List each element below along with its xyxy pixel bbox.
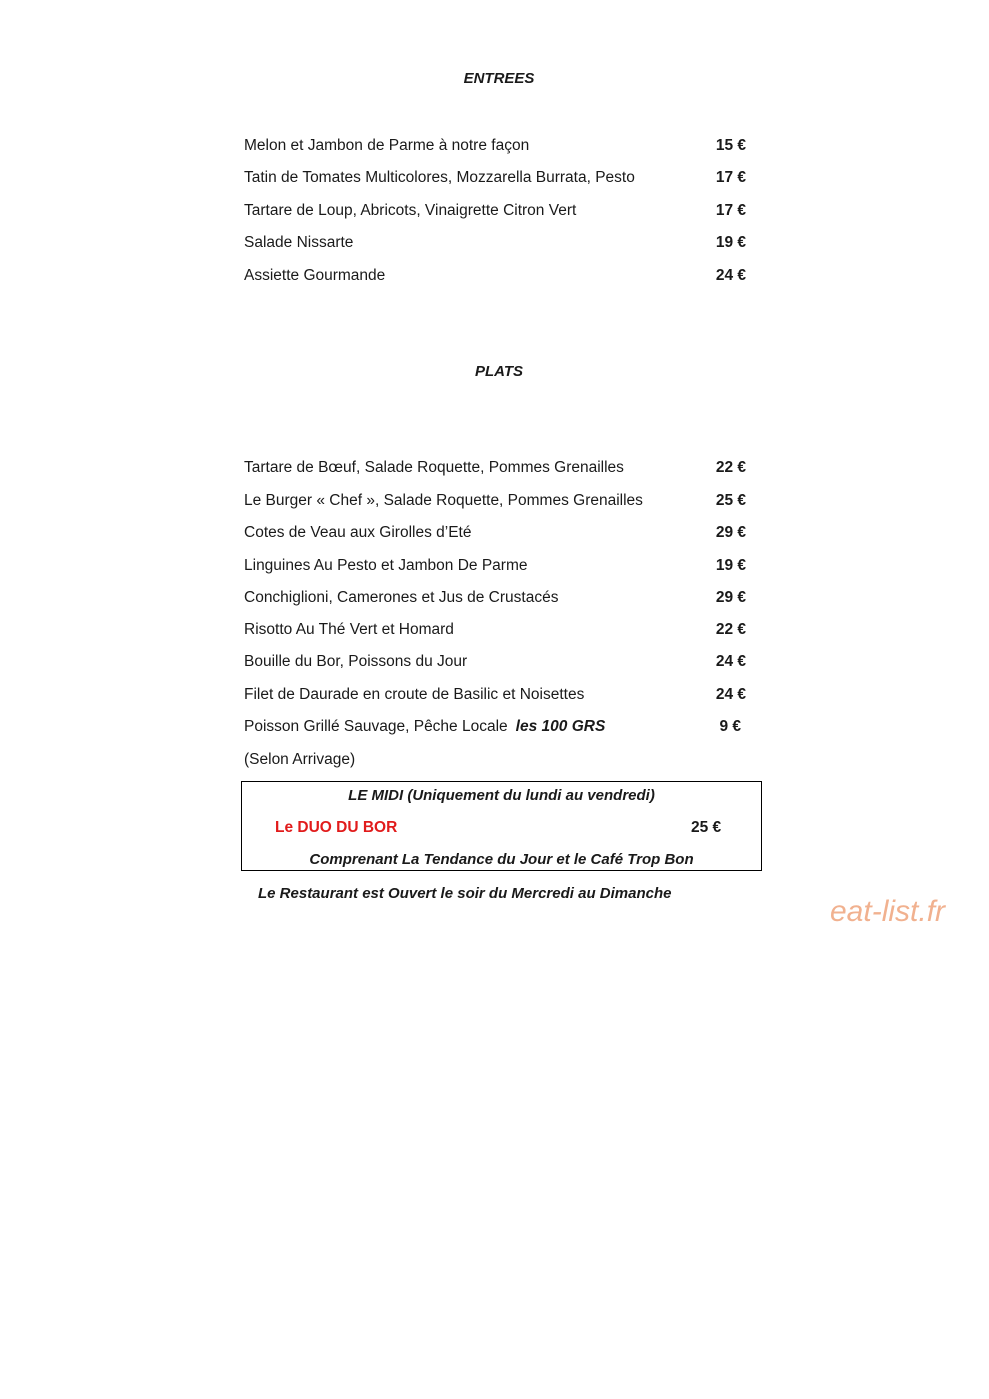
item-name: Cotes de Veau aux Girolles d’Eté: [244, 524, 472, 541]
menu-item: [244, 135, 746, 157]
item-name: Conchiglioni, Camerones et Jus de Crustacés: [244, 589, 559, 606]
item-name: Bouille du Bor, Poissons du Jour: [244, 653, 468, 670]
item-name: Salade Nissarte: [244, 234, 354, 251]
item-price: 22 €: [715, 621, 746, 638]
midi-heading: LE MIDI (Uniquement du lundi au vendredi): [348, 787, 655, 804]
item-price: 9 €: [719, 718, 741, 735]
item-price: 22 €: [715, 459, 746, 476]
menu-item: [244, 555, 746, 577]
entrees-title: ENTREES: [463, 70, 535, 87]
item-name: Filet de Daurade en croute de Basilic et Noisettes: [244, 686, 585, 703]
plats-title: PLATS: [474, 363, 524, 380]
menu-item: [244, 265, 746, 287]
item-name: [244, 716, 605, 738]
item-name: Melon et Jambon de Parme à notre façon: [244, 137, 530, 154]
menu-item: [244, 457, 746, 479]
menu-item: [244, 232, 746, 254]
item-price: 24 €: [715, 686, 746, 703]
item-price: 17 €: [715, 202, 746, 219]
menu-item: [244, 684, 746, 706]
item-name-text: Poisson Grillé Sauvage, Pêche Locale: [244, 718, 508, 735]
item-name: Linguines Au Pesto et Jambon De Parme: [244, 557, 528, 574]
menu-item: [244, 522, 746, 544]
item-price: 19 €: [715, 557, 746, 574]
opening-hours-note: Le Restaurant est Ouvert le soir du Mercredi au Dimanche: [258, 885, 672, 902]
duo-offer-price: 25 €: [691, 819, 722, 836]
item-price: 19 €: [715, 234, 746, 251]
item-price: 29 €: [715, 524, 746, 541]
duo-offer-description: Comprenant La Tendance du Jour et le Café Trop Bon: [309, 851, 694, 868]
menu-item: [244, 167, 746, 189]
menu-item: [244, 490, 746, 512]
item-price: 24 €: [715, 267, 746, 284]
item-name: Risotto Au Thé Vert et Homard: [244, 621, 454, 638]
item-price: 15 €: [715, 137, 746, 154]
menu-item: [244, 587, 746, 609]
item-name: Tatin de Tomates Multicolores, Mozzarella Burrata, Pesto: [244, 169, 635, 186]
item-name: Tartare de Loup, Abricots, Vinaigrette Citron Vert: [244, 202, 577, 219]
watermark: eat-list.fr: [830, 895, 946, 928]
duo-offer-name: Le DUO DU BOR: [275, 819, 398, 836]
midi-offer-box: [241, 781, 762, 871]
item-price: 29 €: [715, 589, 746, 606]
menu-item: [244, 200, 746, 222]
arrival-note: (Selon Arrivage): [244, 751, 356, 768]
item-name: Assiette Gourmande: [244, 267, 386, 284]
menu-item: [244, 716, 746, 738]
item-unit-note: les 100 GRS: [515, 718, 606, 735]
item-price: 25 €: [715, 492, 746, 509]
menu-item: [244, 651, 746, 673]
item-price: 17 €: [715, 169, 746, 186]
item-name: Tartare de Bœuf, Salade Roquette, Pommes Grenailles: [244, 459, 624, 476]
menu-item: [244, 619, 746, 641]
item-name: Le Burger « Chef », Salade Roquette, Pommes Grenailles: [244, 492, 643, 509]
item-price: 24 €: [715, 653, 746, 670]
